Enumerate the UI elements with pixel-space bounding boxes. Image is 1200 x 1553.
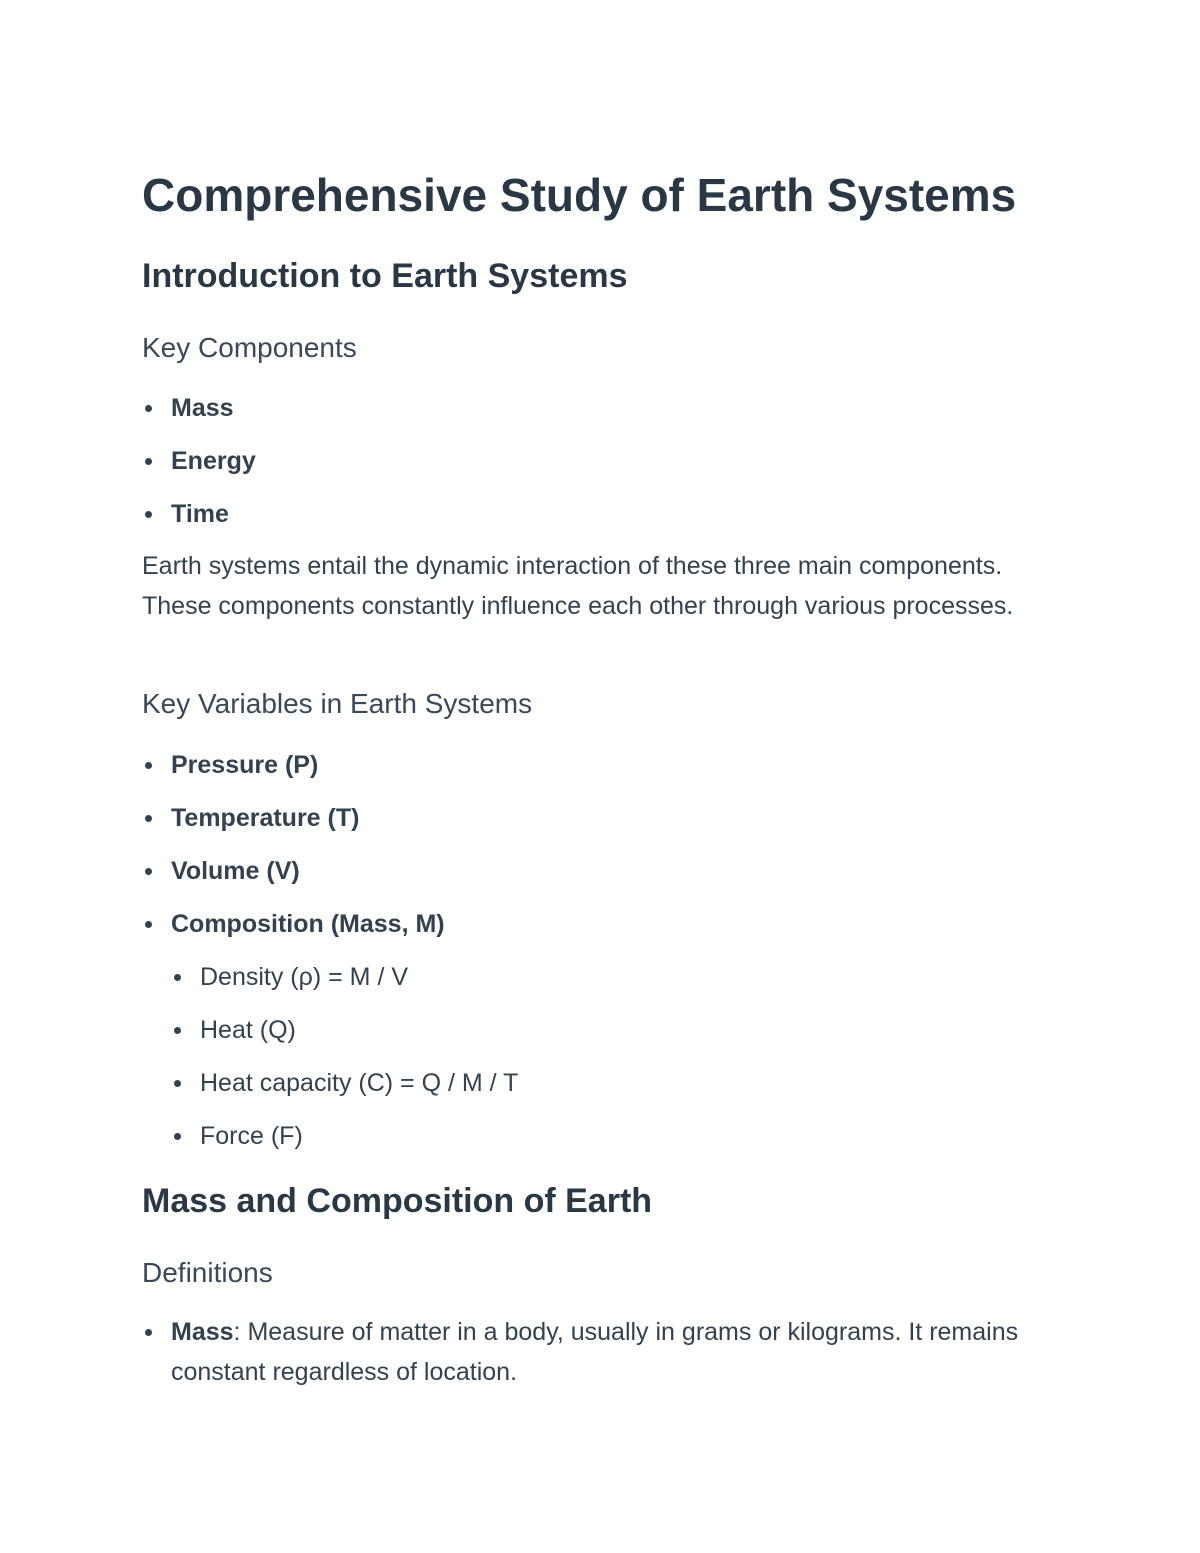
sub-list-item: Heat (Q) (171, 1015, 518, 1068)
list-item: Composition (Mass, M) (142, 909, 518, 962)
sub-list-item: Heat capacity (C) = Q / M / T (171, 1068, 518, 1121)
definition-text: : Measure of matter in a body, usually in grams or kilograms. It remains constant regardless of location. (171, 1318, 1019, 1386)
definition-item (142, 1312, 1051, 1392)
key-components-list (142, 393, 256, 552)
list-item: Temperature (T) (142, 803, 518, 856)
list-item: Mass (142, 393, 256, 446)
sub-list-item: Force (F) (171, 1121, 518, 1174)
section-heading-introduction: Introduction to Earth Systems (142, 257, 628, 295)
list-item: Volume (V) (142, 856, 518, 909)
list-item: Pressure (P) (142, 750, 518, 803)
paragraph: Earth systems entail the dynamic interaction of these three main components. These components constantly influence each other through various processes. (142, 552, 1014, 620)
subsection-heading-definitions: Definitions (142, 1257, 273, 1288)
document-title: Comprehensive Study of Earth Systems (142, 169, 1017, 221)
key-variables-list (142, 750, 518, 1174)
list-item: Time (142, 499, 256, 552)
sub-list-item: Density (ρ) = M / V (171, 962, 518, 1015)
subsection-heading-key-variables: Key Variables in Earth Systems (142, 688, 533, 719)
definition-term: Mass (171, 1318, 234, 1346)
list-item: Energy (142, 446, 256, 499)
definitions-list (142, 1312, 1051, 1392)
section-heading-mass-composition: Mass and Composition of Earth (142, 1182, 653, 1220)
subsection-heading-key-components: Key Components (142, 332, 357, 363)
